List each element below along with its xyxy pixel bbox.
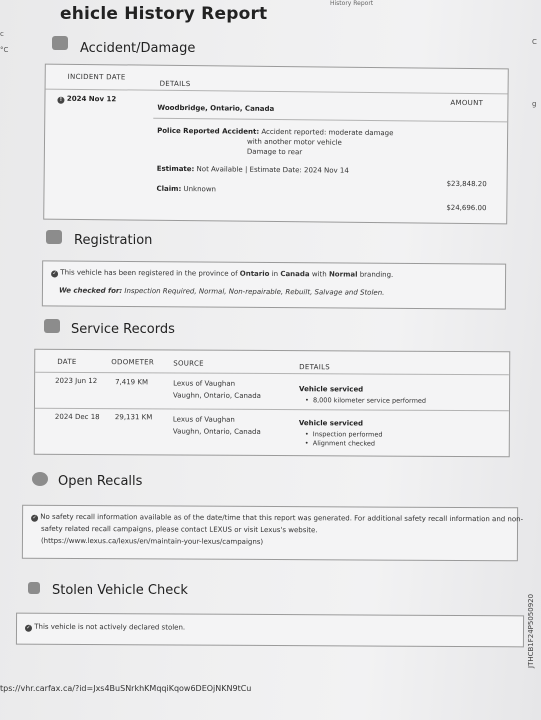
table-divider xyxy=(46,89,508,95)
person-icon xyxy=(28,582,40,594)
service-detail-item: • Inspection performed xyxy=(304,430,383,439)
estimate-amount: $23,848.20 xyxy=(446,179,487,189)
claim-row xyxy=(156,184,216,195)
registration-line xyxy=(51,267,501,280)
col-details: DETAILS xyxy=(299,363,331,372)
vin-vertical: JTHCB1F24P5050920 xyxy=(527,593,535,668)
incident-location: Woodbridge, Ontario, Canada xyxy=(157,103,275,113)
running-header: History Report xyxy=(330,0,374,7)
incident-date xyxy=(57,95,116,105)
col-details: DETAILS xyxy=(159,79,191,89)
page-title: ehicle History Report xyxy=(60,4,268,24)
left-edge-text: c xyxy=(0,30,4,38)
estimate-label: Estimate: xyxy=(156,164,195,174)
service-source: Vaughn, Ontario, Canada xyxy=(172,427,261,436)
checked-value: Inspection Required, Normal, Non-repairable, Rebuilt, Salvage and Stolen. xyxy=(124,286,385,297)
alert-icon: ! xyxy=(57,97,64,104)
section-title-recalls: Open Recalls xyxy=(58,474,143,489)
check-icon: ✓ xyxy=(52,270,57,277)
section-title-stolen: Stolen Vehicle Check xyxy=(52,583,188,598)
service-detail-item: • Alignment checked xyxy=(304,439,376,448)
right-edge-text: C xyxy=(532,38,537,46)
footer-url[interactable]: tps://vhr.carfax.ca/?id=Jxs4BuSNrkhKMqqiKqow6DEOjNKN9tCu xyxy=(0,684,252,693)
registration-province: Ontario xyxy=(239,269,270,278)
claim-value: Unknown xyxy=(183,185,217,194)
section-title-registration: Registration xyxy=(74,233,153,248)
section-title-service: Service Records xyxy=(71,322,175,337)
col-date: DATE xyxy=(57,357,77,366)
service-detail-text: 8,000 kilometer service performed xyxy=(312,396,427,405)
registration-text: in xyxy=(271,269,279,279)
police-line: Accident reported: moderate damage xyxy=(261,127,394,138)
estimate-row xyxy=(157,164,349,176)
service-table xyxy=(34,349,511,457)
recalls-box xyxy=(22,505,524,562)
table-divider xyxy=(35,408,509,411)
recall-line: safety related recall campaigns, please contact LEXUS or visit Lexus's website. xyxy=(40,524,318,535)
stolen-line xyxy=(25,622,185,633)
service-date: 2024 Dec 18 xyxy=(54,412,100,422)
car-damage-icon xyxy=(52,36,68,50)
checked-label: We checked for: xyxy=(58,286,123,295)
police-label: Police Reported Accident: xyxy=(157,126,260,136)
service-detail-text: Inspection performed xyxy=(312,430,383,439)
service-detail-item: • 8,000 kilometer service performed xyxy=(304,396,427,405)
police-line: with another motor vehicle xyxy=(246,137,342,147)
registration-country: Canada xyxy=(280,270,310,279)
col-amount: AMOUNT xyxy=(450,98,484,108)
registration-text: branding. xyxy=(359,270,394,279)
stolen-box xyxy=(16,613,524,648)
section-title-accident: Accident/Damage xyxy=(80,41,196,56)
col-odometer: ODOMETER xyxy=(111,358,155,367)
recall-text: No safety recall information available as of the date/time that this report was generated. For additional safety recall information and non- xyxy=(40,512,524,524)
registration-branding: Normal xyxy=(328,270,358,279)
registration-icon xyxy=(46,230,62,244)
recall-line xyxy=(31,512,524,525)
registration-text: This vehicle has been registered in the province of xyxy=(60,268,238,278)
service-icon xyxy=(44,319,60,333)
service-detail-text: Alignment checked xyxy=(312,439,376,448)
service-odometer: 29,131 KM xyxy=(114,413,153,422)
accident-table xyxy=(43,64,509,225)
service-source: Lexus of Vaughan xyxy=(173,379,236,388)
estimate-value: Not Available | Estimate Date: 2024 Nov 14 xyxy=(196,165,349,175)
registration-text: with xyxy=(311,270,327,279)
police-line: Damage to rear xyxy=(246,147,303,157)
service-odometer: 7,419 KM xyxy=(115,378,149,387)
incident-date-value: 2024 Nov 12 xyxy=(66,94,117,104)
service-date: 2023 Jun 12 xyxy=(55,376,98,386)
service-source: Lexus of Vaughan xyxy=(172,415,235,424)
col-incident-date: INCIDENT DATE xyxy=(67,72,126,82)
service-detail-title: Vehicle serviced xyxy=(298,419,364,428)
table-divider xyxy=(35,372,509,375)
right-edge-text: g xyxy=(532,100,537,108)
recall-link[interactable]: (https://www.lexus.ca/lexus/en/maintain-your-lexus/campaigns) xyxy=(40,536,264,546)
check-icon: ✓ xyxy=(26,624,31,631)
check-icon: ✓ xyxy=(32,514,37,521)
service-source: Vaughn, Ontario, Canada xyxy=(173,391,261,400)
left-edge-text: °C xyxy=(0,46,9,54)
stolen-text: This vehicle is not actively declared stolen. xyxy=(34,622,186,632)
claim-amount: $24,696.00 xyxy=(446,203,487,213)
registration-box xyxy=(42,260,506,309)
table-divider xyxy=(153,118,507,123)
claim-label: Claim: xyxy=(156,184,182,194)
checked-for xyxy=(59,285,499,298)
col-source: SOURCE xyxy=(173,359,204,368)
service-detail-title: Vehicle serviced xyxy=(299,385,364,394)
recall-icon xyxy=(32,472,48,486)
